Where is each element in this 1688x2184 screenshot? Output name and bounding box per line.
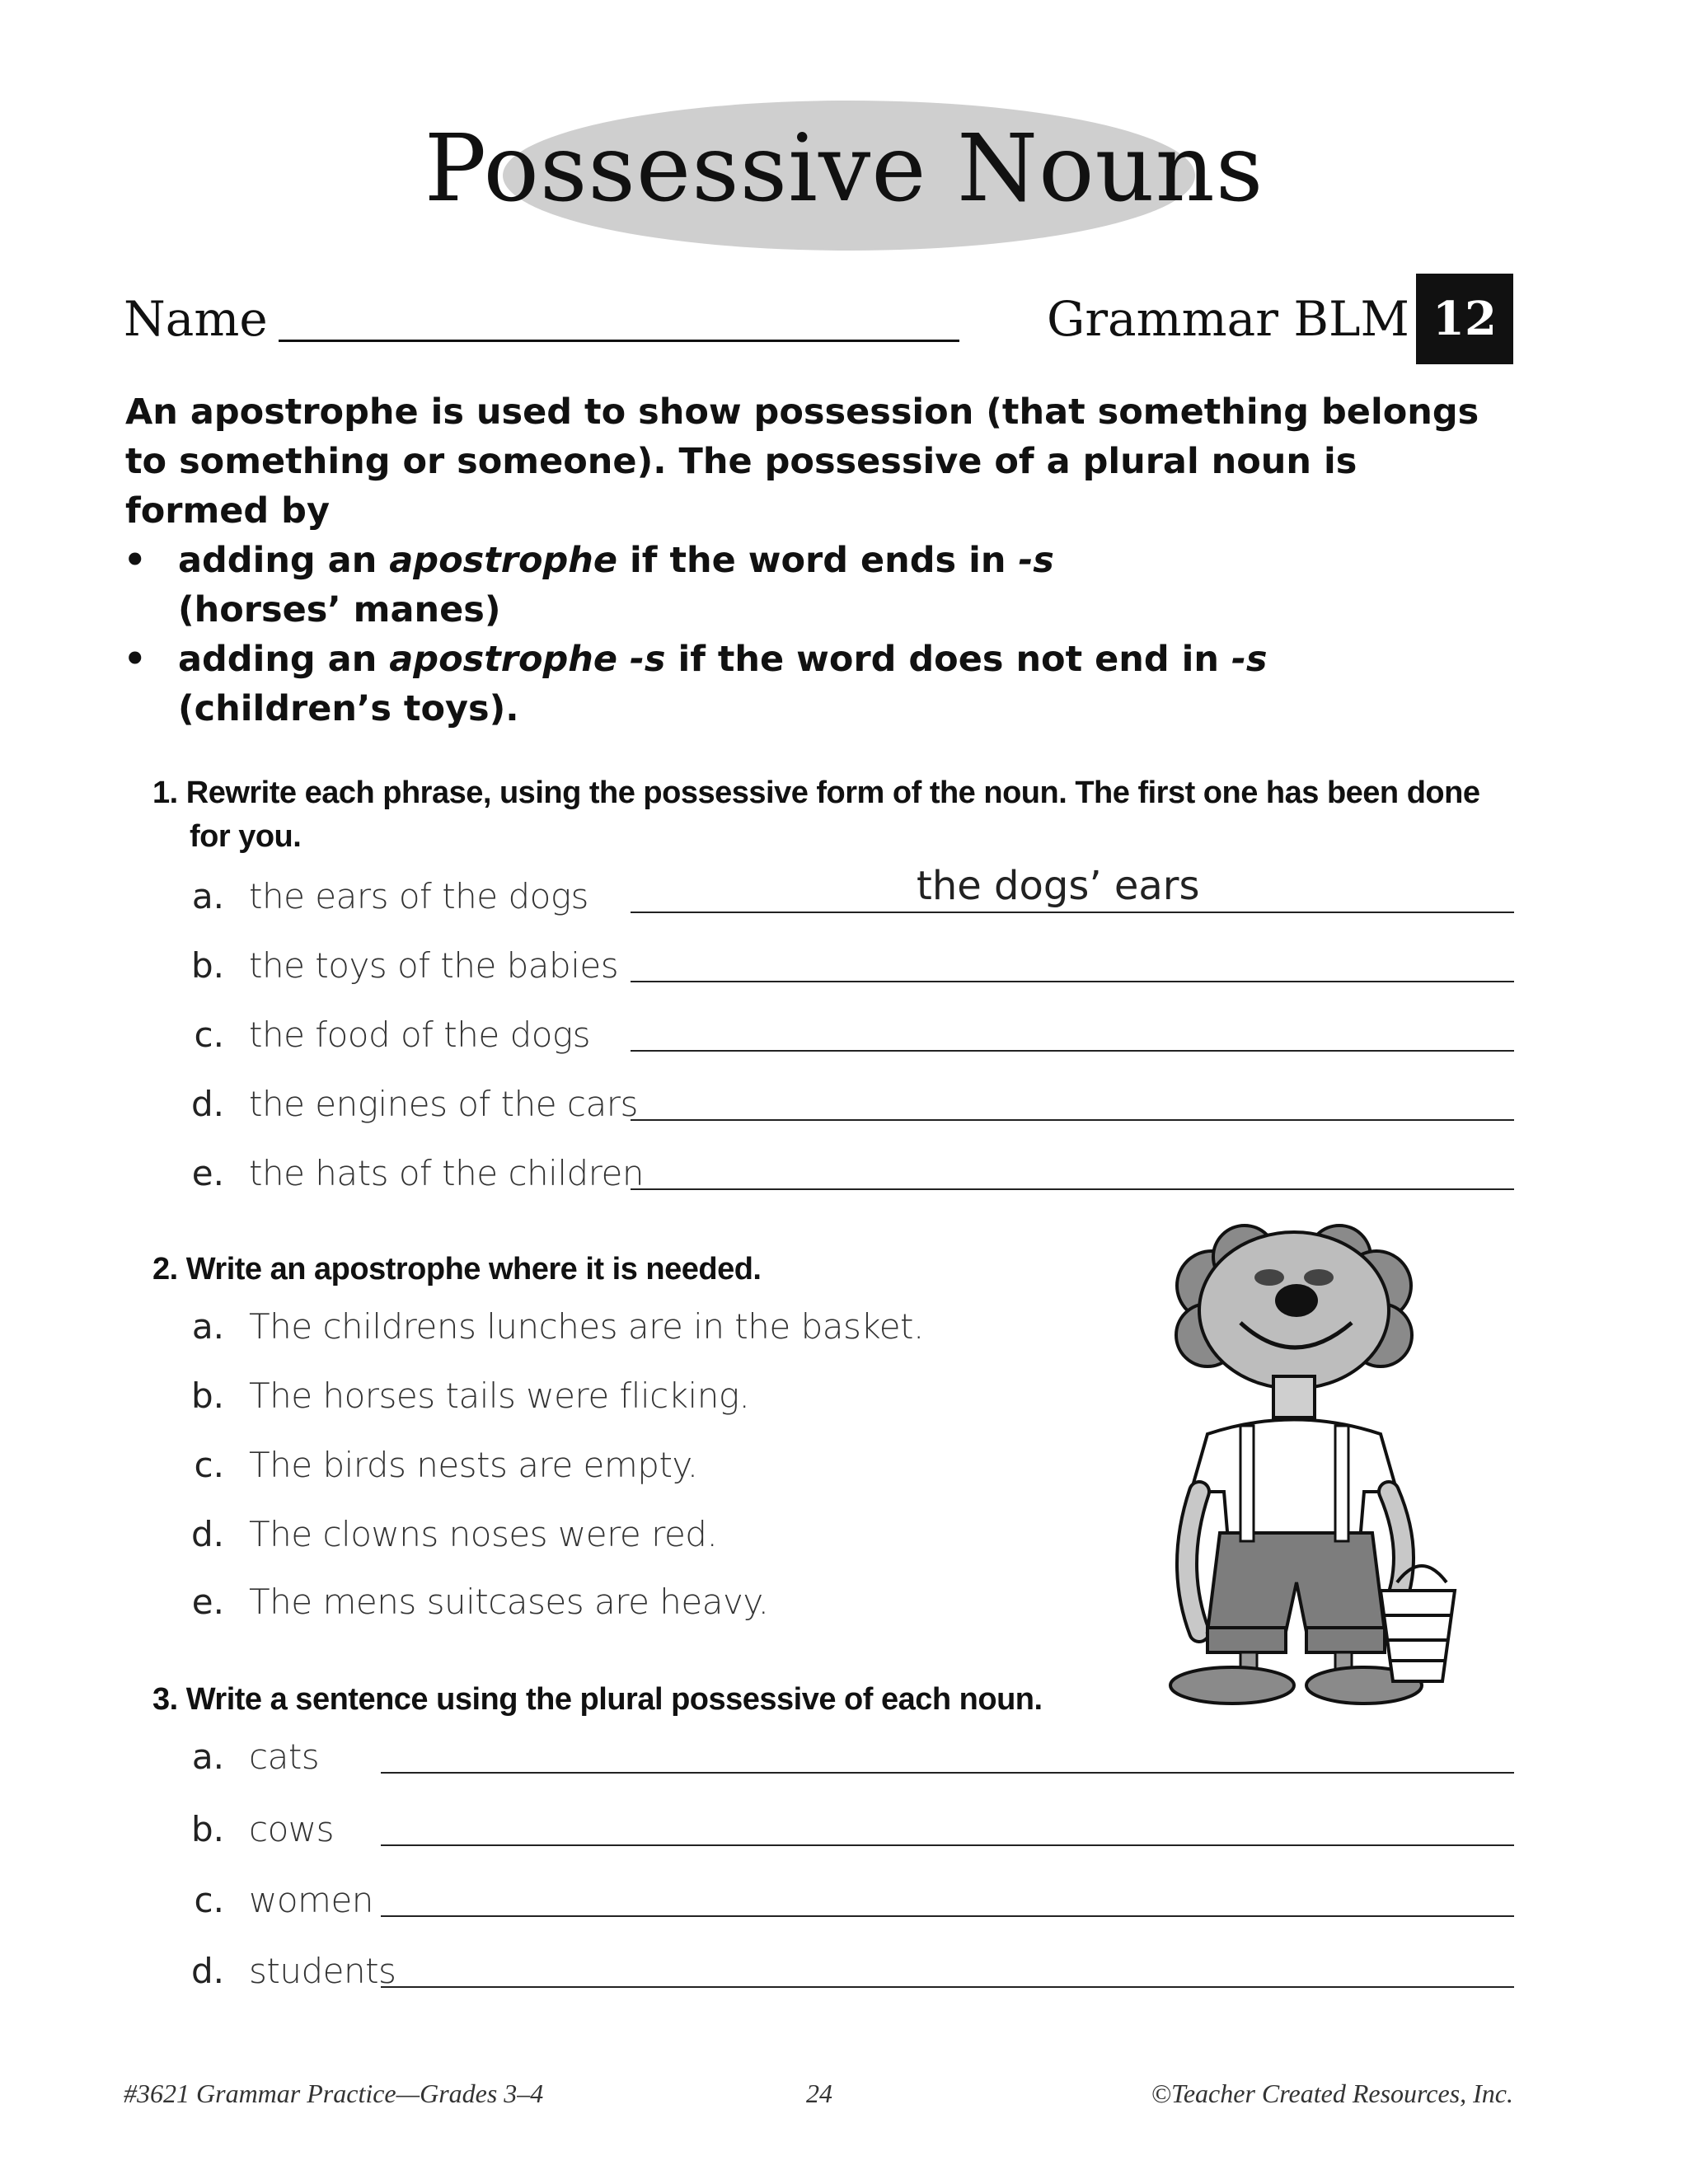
clown-with-bucket-illustration xyxy=(1150,1220,1459,1706)
sentence-text[interactable]: The clowns noses were red. xyxy=(249,1514,718,1554)
item-letter: b. xyxy=(190,945,224,986)
noun-text: women xyxy=(249,1880,373,1920)
section-3-heading: 3. Write a sentence using the plural possessive of each noun. xyxy=(152,1682,1043,1717)
phrase-text: the hats of the children xyxy=(249,1153,644,1193)
intro-line-1: An apostrophe is used to show possession (that something belongs xyxy=(125,391,1479,433)
item-letter: a. xyxy=(191,876,224,916)
item-letter: d. xyxy=(190,1514,224,1554)
item-letter: b. xyxy=(190,1376,224,1416)
blm-number-badge: 12 xyxy=(1416,274,1513,364)
name-input-line[interactable] xyxy=(279,340,959,342)
answer-line[interactable] xyxy=(381,1915,1514,1917)
name-label: Name xyxy=(124,291,268,347)
sentence-text[interactable]: The childrens lunches are in the basket. xyxy=(249,1306,924,1347)
blm-label: Grammar BLM xyxy=(1047,291,1409,347)
item-letter: a. xyxy=(191,1736,224,1777)
item-letter: c. xyxy=(194,1880,224,1920)
bullet-2: adding an apostrophe -s if the word does not end in -s xyxy=(178,639,1268,680)
bullet-1: adding an apostrophe if the word ends in -s xyxy=(178,540,1054,581)
answer-line[interactable] xyxy=(631,912,1514,913)
item-letter: b. xyxy=(190,1809,224,1849)
footer-copyright: ©Teacher Created Resources, Inc. xyxy=(1151,2079,1513,2108)
intro-line-2: to something or someone). The possessive of a plural noun is xyxy=(125,441,1357,482)
section-1-heading: 1. Rewrite each phrase, using the possessive form of the noun. The first one has been done xyxy=(152,776,1480,810)
answer-line[interactable] xyxy=(381,1986,1514,1988)
section-2-heading: 2. Write an apostrophe where it is needed. xyxy=(152,1252,762,1286)
answer-line[interactable] xyxy=(381,1844,1514,1846)
bullet-1-example: (horses’ manes) xyxy=(178,589,501,630)
phrase-text: the engines of the cars xyxy=(249,1084,638,1124)
item-letter: e. xyxy=(191,1153,224,1193)
answer-line[interactable] xyxy=(631,1119,1514,1121)
footer-page-number: 24 xyxy=(806,2079,832,2108)
footer-book-title: #3621 Grammar Practice—Grades 3–4 xyxy=(124,2079,544,2108)
item-letter: e. xyxy=(191,1582,224,1622)
answer-line[interactable] xyxy=(631,981,1514,982)
phrase-text: the toys of the babies xyxy=(249,945,619,986)
sentence-text[interactable]: The horses tails were flicking. xyxy=(249,1376,750,1416)
answer-line[interactable] xyxy=(631,1050,1514,1052)
item-letter: c. xyxy=(194,1015,224,1055)
intro-line-3: formed by xyxy=(125,490,330,532)
phrase-text: the ears of the dogs xyxy=(249,876,588,916)
bullet-2-example: (children’s toys). xyxy=(178,688,519,729)
item-letter: a. xyxy=(191,1306,224,1347)
answer-line[interactable] xyxy=(381,1772,1514,1774)
item-letter: d. xyxy=(190,1951,224,1991)
page-title: Possessive Nouns xyxy=(424,115,1264,223)
sentence-text[interactable]: The mens suitcases are heavy. xyxy=(249,1582,769,1622)
noun-text: cats xyxy=(249,1736,320,1777)
noun-text: students xyxy=(249,1951,396,1991)
answer-line[interactable] xyxy=(631,1188,1514,1190)
item-letter: d. xyxy=(190,1084,224,1124)
phrase-text: the food of the dogs xyxy=(249,1015,591,1055)
bullet-dot-icon: • xyxy=(124,639,147,680)
item-letter: c. xyxy=(194,1445,224,1485)
bullet-dot-icon: • xyxy=(124,540,147,581)
sample-answer: the dogs’ ears xyxy=(917,863,1200,909)
noun-text: cows xyxy=(249,1809,335,1849)
sentence-text[interactable]: The birds nests are empty. xyxy=(249,1445,698,1485)
section-1-heading-cont: for you. xyxy=(190,819,302,854)
